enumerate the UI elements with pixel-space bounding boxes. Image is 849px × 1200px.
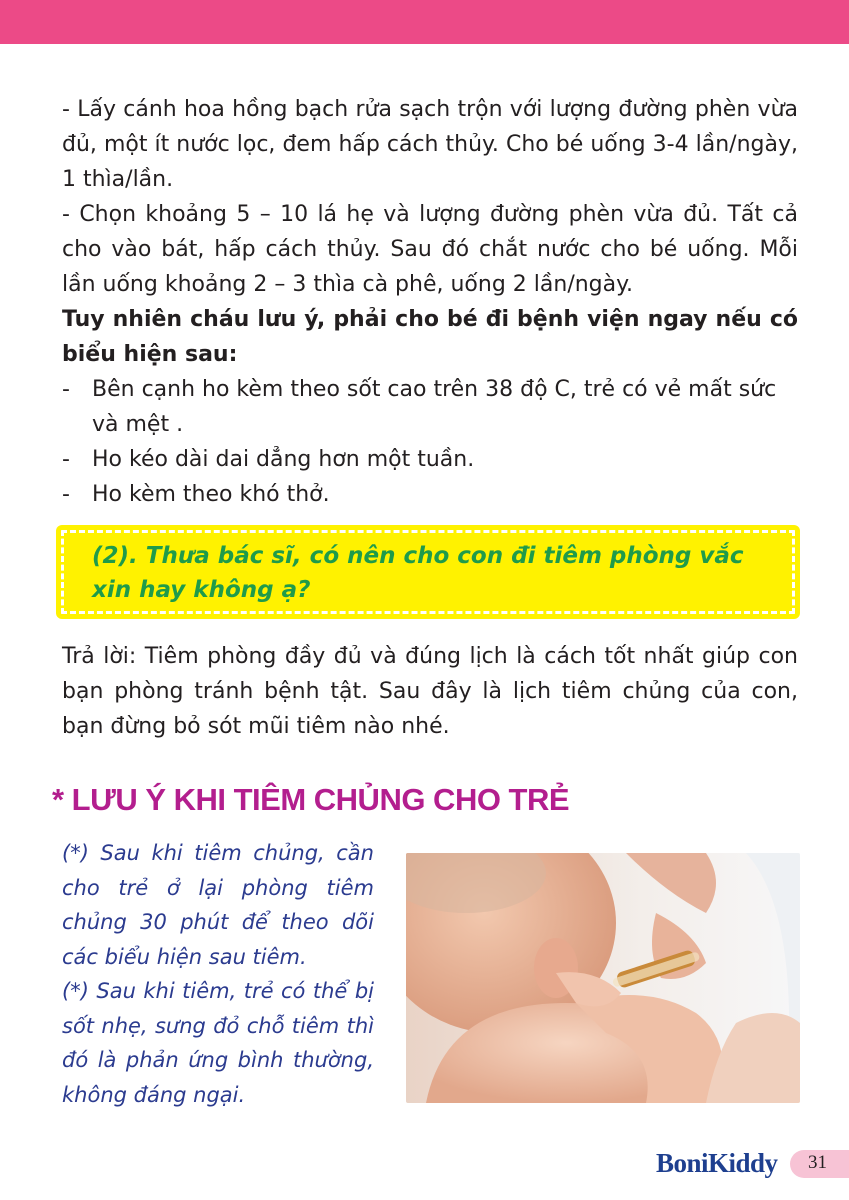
baby-vaccination-photo — [406, 853, 800, 1103]
page-number: 31 — [808, 1152, 827, 1173]
warning-item-text: Ho kéo dài dai dẳng hơn một tuần. — [92, 447, 475, 472]
remedy-item-2: - Chọn khoảng 5 – 10 lá hẹ và lượng đường phèn vừa đủ. Tất cả cho vào bát, hấp cách thủy. Sau đó chắt nước cho bé uống. Mỗi lần uống khoảng 2 – 3 thìa cà phê, uống 2 lần/ngày. — [62, 202, 798, 297]
remedies-section — [62, 92, 798, 512]
warning-item — [62, 477, 798, 512]
warning-item — [62, 372, 798, 442]
warning-item — [62, 442, 798, 477]
question-text: (2). Thưa bác sĩ, có nên cho con đi tiêm phòng vắc xin hay không ạ? — [92, 543, 744, 603]
top-banner — [0, 0, 849, 44]
dash-bullet: - — [62, 377, 70, 402]
vaccination-note-2: (*) Sau khi tiêm, trẻ có thể bị sốt nhẹ, sưng đỏ chỗ tiêm thì đó là phản ứng bình thường, không đáng ngại. — [62, 979, 374, 1107]
warning-item-text: Bên cạnh ho kèm theo sốt cao trên 38 độ C, trẻ có vẻ mất sức và mệt . — [92, 377, 777, 437]
vaccination-note-1: (*) Sau khi tiêm chủng, cần cho trẻ ở lại phòng tiêm chủng 30 phút để theo dõi các biểu hiện sau tiêm. — [62, 841, 374, 969]
warning-item-text: Ho kèm theo khó thở. — [92, 482, 330, 507]
answer-paragraph: Trả lời: Tiêm phòng đầy đủ và đúng lịch là cách tốt nhất giúp con bạn phòng tránh bệnh tật. Sau đây là lịch tiêm chủng của con, bạn đừng bỏ sót mũi tiêm nào nhé. — [62, 644, 798, 739]
dash-bullet: - — [62, 447, 70, 472]
warning-heading: Tuy nhiên cháu lưu ý, phải cho bé đi bệnh viện ngay nếu có biểu hiện sau: — [62, 307, 798, 367]
brand-logo: BoniKiddy — [656, 1148, 778, 1178]
section-heading: * LƯU Ý KHI TIÊM CHỦNG CHO TRẺ — [52, 782, 570, 817]
remedy-item-1: - Lấy cánh hoa hồng bạch rửa sạch trộn với lượng đường phèn vừa đủ, một ít nước lọc, đem hấp cách thủy. Cho bé uống 3-4 lần/ngày, 1 thìa/lần. — [62, 97, 798, 192]
dash-bullet: - — [62, 482, 70, 507]
baby-vaccination-illustration — [406, 853, 800, 1103]
